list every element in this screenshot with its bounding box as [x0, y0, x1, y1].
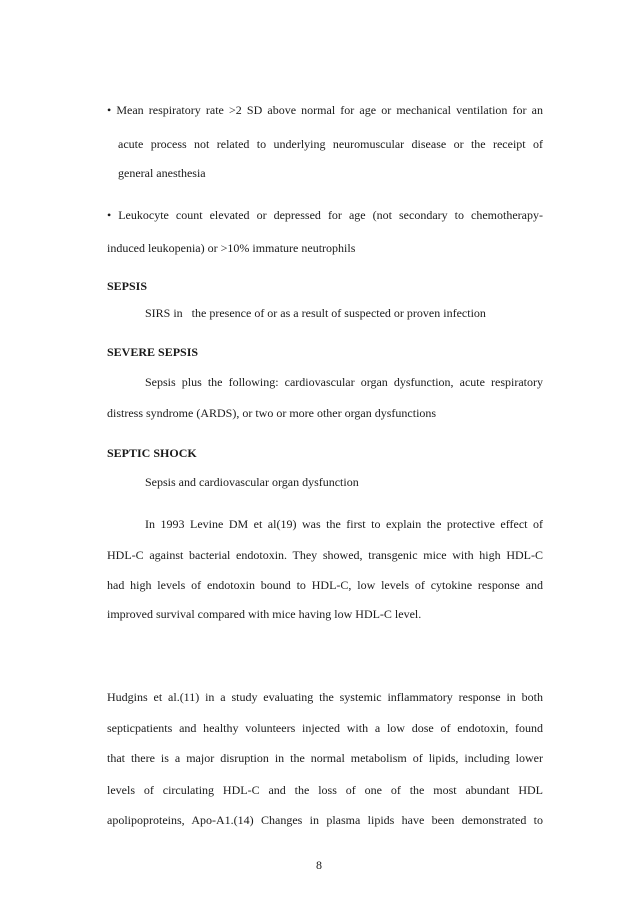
septic-shock-definition: Sepsis and cardiovascular organ dysfunction: [145, 475, 359, 489]
paragraph1-line-2: HDL-C against bacterial endotoxin. They showed, transgenic mice with high HDL-C: [107, 548, 543, 562]
paragraph2-line-1: Hudgins et al.(11) in a study evaluating the systemic inflammatory response in both: [107, 690, 543, 704]
heading-septic-shock: SEPTIC SHOCK: [107, 446, 197, 460]
paragraph1-line-1: In 1993 Levine DM et al(19) was the first to explain the protective effect of: [145, 517, 543, 531]
paragraph1-line-3: had high levels of endotoxin bound to HDL-C, low levels of cytokine response and: [107, 578, 543, 592]
paragraph1-line-4: improved survival compared with mice having low HDL-C level.: [107, 607, 422, 621]
paragraph2-line-3: that there is a major disruption in the normal metabolism of lipids, including lower: [107, 751, 543, 765]
bullet-respiratory-line-2: acute process not related to underlying neuromuscular disease or the receipt of: [118, 137, 543, 151]
heading-sepsis: SEPSIS: [107, 279, 148, 293]
paragraph2-line-5: apolipoproteins, Apo-A1.(14) Changes in plasma lipids have been demonstrated to: [107, 813, 543, 827]
bullet-respiratory-line-1: • Mean respiratory rate >2 SD above normal for age or mechanical ventilation for an: [107, 103, 543, 117]
page-number: 8: [316, 858, 322, 872]
paragraph2-line-2: septicpatients and healthy volunteers injected with a low dose of endotoxin, found: [107, 721, 543, 735]
paragraph2-line-4: levels of circulating HDL-C and the loss of one of the most abundant HDL: [107, 783, 543, 797]
bullet-respiratory-line-3: general anesthesia: [118, 166, 206, 180]
sepsis-definition: SIRS in the presence of or as a result of suspected or proven infection: [145, 306, 486, 320]
severe-sepsis-line-2: distress syndrome (ARDS), or two or more other organ dysfunctions: [107, 406, 437, 420]
heading-severe-sepsis: SEVERE SEPSIS: [107, 345, 199, 359]
severe-sepsis-line-1: Sepsis plus the following: cardiovascular organ dysfunction, acute respiratory: [145, 375, 543, 389]
bullet-leukocyte-line-1: • Leukocyte count elevated or depressed for age (not secondary to chemotherapy-: [107, 208, 543, 222]
bullet-leukocyte-line-2: induced leukopenia) or >10% immature neutrophils: [107, 241, 356, 255]
